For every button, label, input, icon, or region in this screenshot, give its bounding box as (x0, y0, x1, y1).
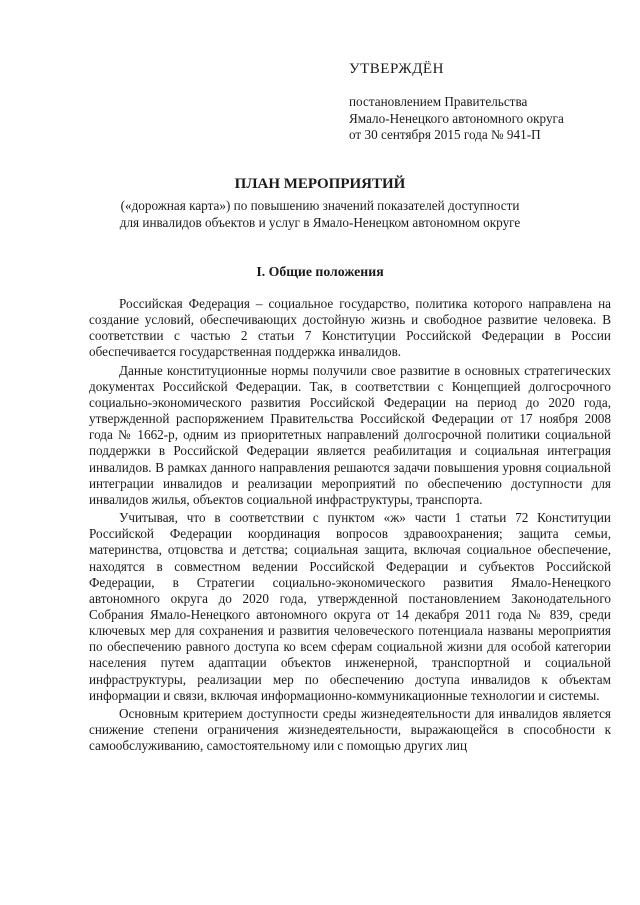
plan-title: ПЛАН МЕРОПРИЯТИЙ (234, 176, 406, 192)
plan-subtitle-line: («дорожная карта») по повышению значений показателей доступности (120, 198, 520, 213)
plan-subtitle-line: для инвалидов объектов и услуг в Ямало-Ненецком автономном округе (119, 215, 521, 230)
paragraph: Данные конституционные нормы получили свое развитие в основных стратегических документах Российской Федерации. Так, в соответствии с Концепцией долгосрочного социально-экономического развития Российской Федерации на период до 2020 года, утвержденной распоряжением Правительства Российской Федерации от 17 ноября 2008 года № 1662-р, одним из приоритетных направлений долгосрочной политики социальной поддержки в Российской Федерации является реабилитация и социальная интеграция инвалидов. В рамках данного направления решаются задачи повышения уровня социальной интеграции инвалидов и реализации мероприятий по обеспечению доступности для инвалидов жилья, объектов социальной инфраструктуры, транспорта. (89, 362, 611, 507)
section-title: I. Общие положения (256, 264, 384, 279)
approval-block (349, 60, 619, 144)
approval-line: от 30 сентября 2015 года № 941-П (349, 127, 541, 142)
approval-line: Ямало-Ненецкого автономного округа (349, 110, 564, 126)
approval-title: УТВЕРЖДЁН (349, 61, 444, 77)
approval-line: постановлением Правительства (349, 94, 528, 109)
paragraph: Российская Федерация – социальное государство, политика которого направлена на создание условий, обеспечивающих достойную жизнь и свободное развитие человека. В соответствии с частью 2 статьи 7 Конституции Российской Федерации в России обеспечивается государственная поддержка инвалидов. (89, 296, 611, 360)
plan-subtitle (0, 197, 640, 231)
paragraph: Учитывая, что в соответствии с пунктом «ж» части 1 статьи 72 Конституции Российской Федерации координация вопросов здравоохранения; защита семьи, материнства, отцовства и детства; социальная защита, включая социальное обеспечение, находятся в совместном ведении Российской Федерации и субъектов Российской Федерации, в Стратегии социально-экономического развития Ямало-Ненецкого автономного округа до 2020 года, утвержденной постановлением Законодательного Собрания Ямало-Ненецкого автономного округа от 14 декабря 2011 года № 839, среди ключевых мер для сохранения и развития человеческого потенциала названы мероприятия по обеспечению равного доступа ко всем сферам социальной жизни для особой категории населения путем адаптации объектов инженерной, транспортной и социальной инфраструктуры, реализации мер по обеспечению доступа инвалидов к объектам информации и связи, включая информационно-коммуникационные технологии и системы. (89, 510, 611, 703)
paragraph: Основным критерием доступности среды жизнедеятельности для инвалидов является снижение степени ограничения жизнедеятельности, выражающейся в способности к самообслуживанию, самостоятельному или с помощью других лиц (89, 705, 611, 754)
section-body (89, 296, 611, 754)
